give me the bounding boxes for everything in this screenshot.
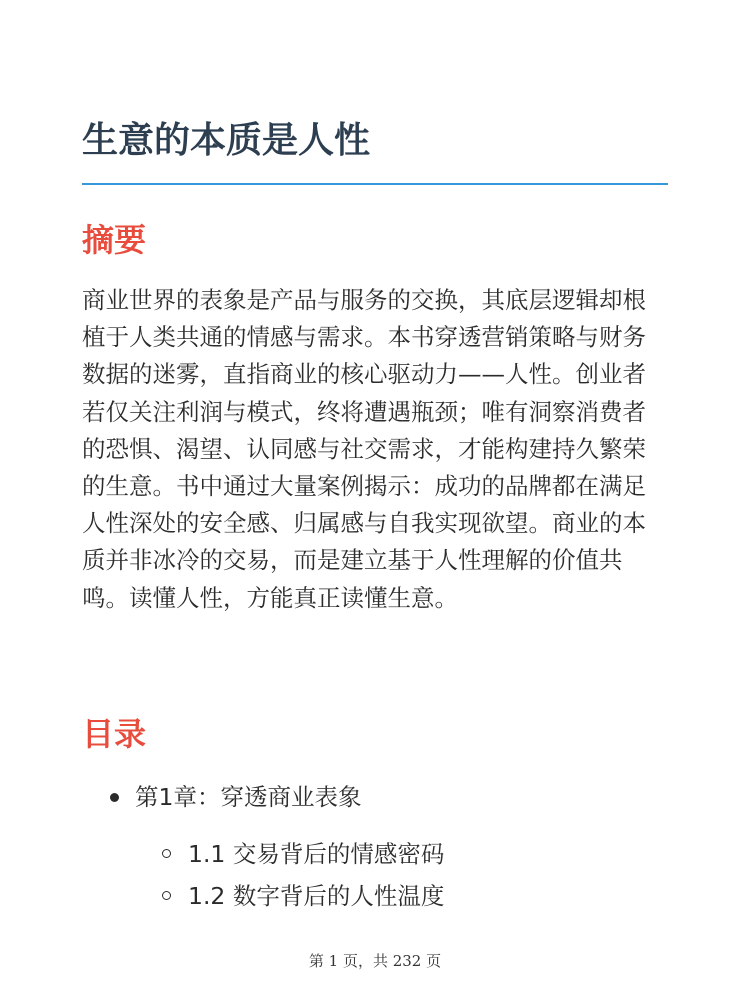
circle-bullet-icon xyxy=(162,849,171,858)
document-title: 生意的本质是人性 xyxy=(82,120,371,161)
toc-chapter-label: 第1章：穿透商业表象 xyxy=(135,783,362,811)
toc-section-label: 1.1 交易背后的情感密码 xyxy=(188,840,445,868)
summary-paragraph: 商业世界的表象是产品与服务的交换，其底层逻辑却根植于人类共通的情感与需求。本书穿透营销策略与财务数据的迷雾，直指商业的核心驱动力——人性。创业者若仅关注利润与模式，终将遭遇瓶颈；唯有洞察消费者的恐惧、渴望、认同感与社交需求，才能构建持久繁荣的生意。书中通过大量案例揭示：成功的品牌都在满足人性深处的安全感、归属感与自我实现欲望。商业的本质并非冰冷的交易，而是建立基于人性理解的价值共鸣。读懂人性，方能真正读懂生意。 xyxy=(82,286,646,612)
disc-bullet-icon xyxy=(110,793,119,802)
document-page xyxy=(82,0,668,1000)
toc-heading: 目录 xyxy=(82,715,147,753)
toc-section-label: 1.2 数字背后的人性温度 xyxy=(188,882,445,910)
summary-heading: 摘要 xyxy=(82,221,147,259)
title-divider xyxy=(82,183,668,185)
circle-bullet-icon xyxy=(162,891,171,900)
page-footer: 第 1 页，共 232 页 xyxy=(308,952,442,970)
